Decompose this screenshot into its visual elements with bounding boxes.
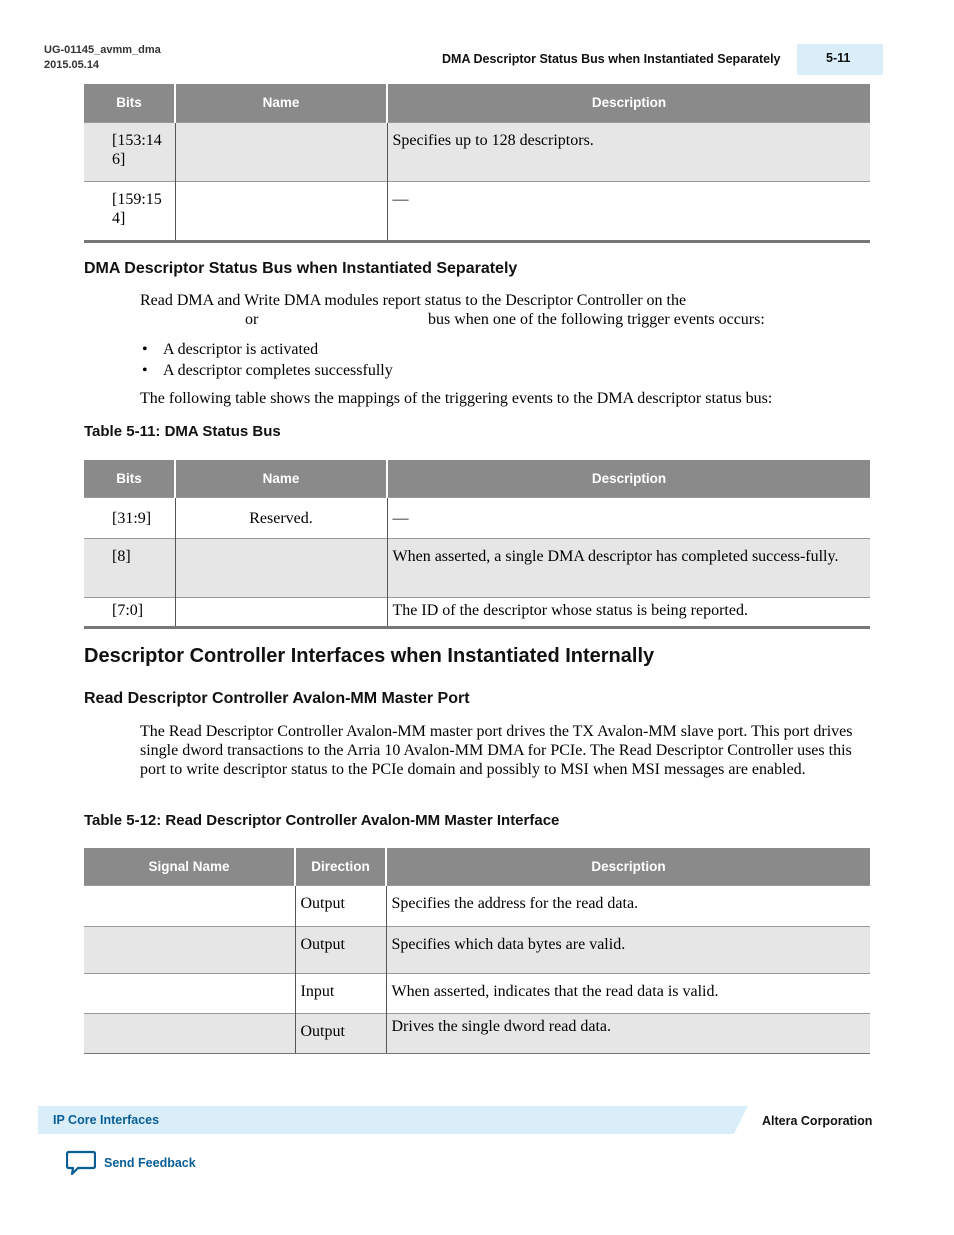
table-row — [84, 122, 870, 181]
section-heading: DMA Descriptor Status Bus when Instantiated Separately — [84, 260, 518, 277]
cell-bits: [159:154] — [84, 181, 175, 240]
paragraph: The following table shows the mappings of the triggering events to the DMA descriptor status bus: — [140, 390, 773, 407]
list-item: • A descriptor is activated — [140, 339, 393, 360]
cell-bits: [153:146] — [84, 122, 175, 181]
paragraph: The Read Descriptor Controller Avalon-MM master port drives the TX Avalon-MM slave port. This port drives single dword transactions to the Arria 10 Avalon-MM DMA for PCIe. The Read Descriptor Controller uses this port to write descriptor status to the PCIe domain and possibly to MSI when MSI messages are enabled. — [140, 723, 853, 778]
table-caption: Table 5-12: Read Descriptor Controller Avalon-MM Master Interface — [84, 812, 560, 829]
cell-description: Specifies up to 128 descriptors. — [387, 122, 870, 181]
cell-description: — — [387, 497, 870, 538]
cell-direction: Output — [295, 926, 386, 973]
cell-description: Specifies the address for the read data. — [386, 885, 870, 926]
cell-description: Specifies which data bytes are valid. — [386, 926, 870, 973]
dma-status-bus-table — [84, 460, 870, 627]
section-heading: Read Descriptor Controller Avalon-MM Master Port — [84, 690, 470, 707]
cell-bits: [8] — [84, 538, 175, 597]
cell-description: The ID of the descriptor whose status is being reported. — [387, 597, 870, 627]
table-caption: Table 5-11: DMA Status Bus — [84, 423, 281, 440]
cell-description: When asserted, indicates that the read data is valid. — [386, 973, 870, 1013]
document-id — [44, 43, 161, 73]
cell-name — [175, 122, 387, 181]
table-row — [84, 973, 870, 1013]
col-header-direction: Direction — [295, 848, 386, 885]
paragraph-line: bus when one of the following trigger events occurs: — [428, 311, 765, 328]
send-feedback-label: Send Feedback — [104, 1156, 196, 1170]
table-row — [84, 497, 870, 538]
paragraph-line: Read DMA and Write DMA modules report status to the Descriptor Controller on the — [140, 292, 687, 309]
footer-chapter-link[interactable]: IP Core Interfaces — [53, 1113, 160, 1127]
col-header-description: Description — [387, 460, 870, 497]
doc-id: UG-01145_avmm_dma — [44, 44, 161, 56]
cell-signal — [84, 973, 295, 1013]
cell-signal — [84, 885, 295, 926]
footer-company: Altera Corporation — [762, 1114, 873, 1128]
cell-direction: Output — [295, 1013, 386, 1053]
col-header-bits: Bits — [84, 84, 175, 122]
running-header-title: DMA Descriptor Status Bus when Instantiated Separately — [442, 52, 781, 66]
descriptor-table-continued — [84, 84, 870, 240]
col-header-signal-name: Signal Name — [84, 848, 295, 885]
cell-name — [175, 597, 387, 627]
cell-direction: Output — [295, 885, 386, 926]
cell-description: — — [387, 181, 870, 240]
speech-bubble-icon — [66, 1150, 96, 1176]
cell-description: When asserted, a single DMA descriptor has completed success-fully. — [387, 538, 870, 597]
cell-name: Reserved. — [175, 497, 387, 538]
table-row — [84, 885, 870, 926]
cell-bits: [31:9] — [84, 497, 175, 538]
col-header-bits: Bits — [84, 460, 175, 497]
list-item: • A descriptor completes successfully — [140, 360, 393, 381]
col-header-name: Name — [175, 84, 387, 122]
trigger-event-list — [140, 339, 393, 381]
table-row — [84, 1013, 870, 1053]
page-number: 5-11 — [826, 51, 851, 65]
cell-signal — [84, 1013, 295, 1053]
cell-name — [175, 538, 387, 597]
cell-signal — [84, 926, 295, 973]
table-row — [84, 597, 870, 627]
send-feedback-link[interactable] — [66, 1150, 196, 1176]
table-row — [84, 926, 870, 973]
doc-date: 2015.05.14 — [44, 59, 100, 71]
col-header-name: Name — [175, 460, 387, 497]
paragraph-word-or: or — [245, 311, 259, 328]
table-bottom-rule — [84, 240, 870, 243]
chapter-section-heading: Descriptor Controller Interfaces when Instantiated Internally — [84, 645, 655, 667]
table-row — [84, 538, 870, 597]
table-bottom-rule — [84, 1053, 870, 1054]
cell-description: Drives the single dword read data. — [386, 1013, 870, 1053]
table-row — [84, 181, 870, 240]
col-header-description: Description — [386, 848, 870, 885]
read-descriptor-master-interface-table — [84, 848, 870, 1053]
col-header-description: Description — [387, 84, 870, 122]
cell-bits: [7:0] — [84, 597, 175, 627]
cell-direction: Input — [295, 973, 386, 1013]
table-bottom-rule — [84, 626, 870, 629]
cell-name — [175, 181, 387, 240]
